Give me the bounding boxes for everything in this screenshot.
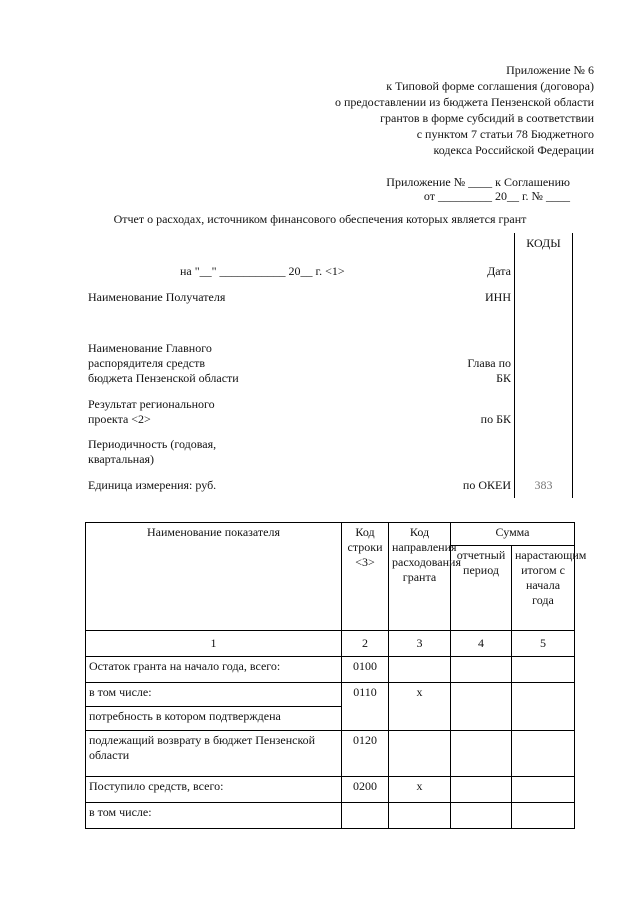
head-bk-label-line: БК: [496, 371, 511, 385]
row-period-value: [451, 657, 512, 683]
row-code: 0100: [342, 657, 389, 683]
chief-manager-label-line: бюджета Пензенской области: [88, 371, 239, 385]
chief-manager-label: [88, 341, 239, 386]
row-cumulative-value: [512, 803, 575, 829]
row-name: подлежащий возврату в бюджет Пензенской области: [86, 731, 342, 777]
report-date-line: на "__" ___________ 20__ г. <1>: [180, 264, 345, 278]
okei-label: по ОКЕИ: [462, 478, 511, 492]
codes-left-border: [514, 233, 515, 498]
periodicity-label-line: Периодичность (годовая,: [88, 437, 217, 451]
row-name: в том числе:: [86, 803, 342, 829]
agreement-ref-line2: от _________ 20__ г. № ____: [423, 189, 570, 203]
table-row: [86, 657, 575, 683]
row-direction: x: [389, 777, 451, 803]
periodicity-label-line: квартальная): [88, 452, 155, 466]
row-direction: [389, 803, 451, 829]
appendix-line: грантов в форме субсидий в соответствии: [380, 111, 594, 125]
column-number: 1: [86, 631, 342, 657]
regional-project-label-line: Результат регионального: [88, 397, 215, 411]
row-cumulative-value: [512, 731, 575, 777]
row-period-value: [451, 731, 512, 777]
header-sum: Сумма: [451, 523, 575, 546]
row-name: Остаток гранта на начало года, всего:: [86, 657, 342, 683]
row-cumulative-value: [512, 657, 575, 683]
codes-header: КОДЫ: [526, 236, 561, 250]
regional-project-label-line: проекта <2>: [88, 412, 151, 426]
column-number: 4: [451, 631, 512, 657]
chief-manager-label-line: распорядителя средств: [88, 356, 206, 370]
appendix-line: с пунктом 7 статьи 78 Бюджетного: [416, 127, 594, 141]
report-title: Отчет о расходах, источником финансового обеспечения которых является грант: [113, 212, 527, 226]
appendix-line: к Типовой форме соглашения (договора): [386, 79, 594, 93]
periodicity-label: [88, 437, 216, 467]
date-label: Дата: [487, 264, 511, 278]
row-name: потребность в котором подтверждена: [86, 707, 342, 731]
row-name: в том числе:: [86, 683, 342, 707]
table-row: [86, 731, 575, 777]
header-row-code: Код строки <3>: [342, 523, 389, 631]
row-direction: [389, 657, 451, 683]
row-cumulative-value: [512, 683, 575, 731]
row-name: Поступило средств, всего:: [86, 777, 342, 803]
head-bk-label: [467, 356, 511, 386]
unit-label: Единица измерения: руб.: [88, 478, 217, 492]
table-row: [86, 777, 575, 803]
chief-manager-label-line: Наименование Главного: [88, 341, 212, 355]
recipient-label: Наименование Получателя: [88, 290, 226, 304]
row-period-value: [451, 777, 512, 803]
appendix-line: Приложение № 6: [506, 63, 594, 77]
row-period-value: [451, 803, 512, 829]
by-bk-label: по БК: [480, 412, 511, 426]
row-period-value: [451, 683, 512, 731]
expense-report-table: [85, 522, 587, 829]
row-code: 0120: [342, 731, 389, 777]
okei-code: 383: [534, 478, 553, 492]
column-number: 3: [389, 631, 451, 657]
header-cumulative: нарастающим итогом с начала года: [512, 546, 575, 631]
appendix-line: кодекса Российской Федерации: [433, 143, 594, 157]
row-cumulative-value: [512, 777, 575, 803]
column-number: 5: [512, 631, 575, 657]
header-reporting-period: отчетный период: [451, 546, 512, 631]
table-row: [86, 683, 575, 707]
row-direction: [389, 731, 451, 777]
appendix-line: о предоставлении из бюджета Пензенской области: [334, 95, 594, 109]
codes-right-border: [572, 233, 573, 498]
column-number: 2: [342, 631, 389, 657]
table-row: [86, 803, 575, 829]
header-indicator-name: Наименование показателя: [86, 523, 342, 631]
row-code: 0110: [342, 683, 389, 731]
agreement-ref-line1: Приложение № ____ к Соглашению: [386, 175, 570, 189]
row-direction: x: [389, 683, 451, 731]
inn-label: ИНН: [485, 290, 511, 304]
row-code: [342, 803, 389, 829]
head-bk-label-line: Глава по: [467, 356, 511, 370]
regional-project-label: [88, 397, 215, 427]
row-code: 0200: [342, 777, 389, 803]
header-direction-code: Код направления расходования гранта: [389, 523, 451, 631]
